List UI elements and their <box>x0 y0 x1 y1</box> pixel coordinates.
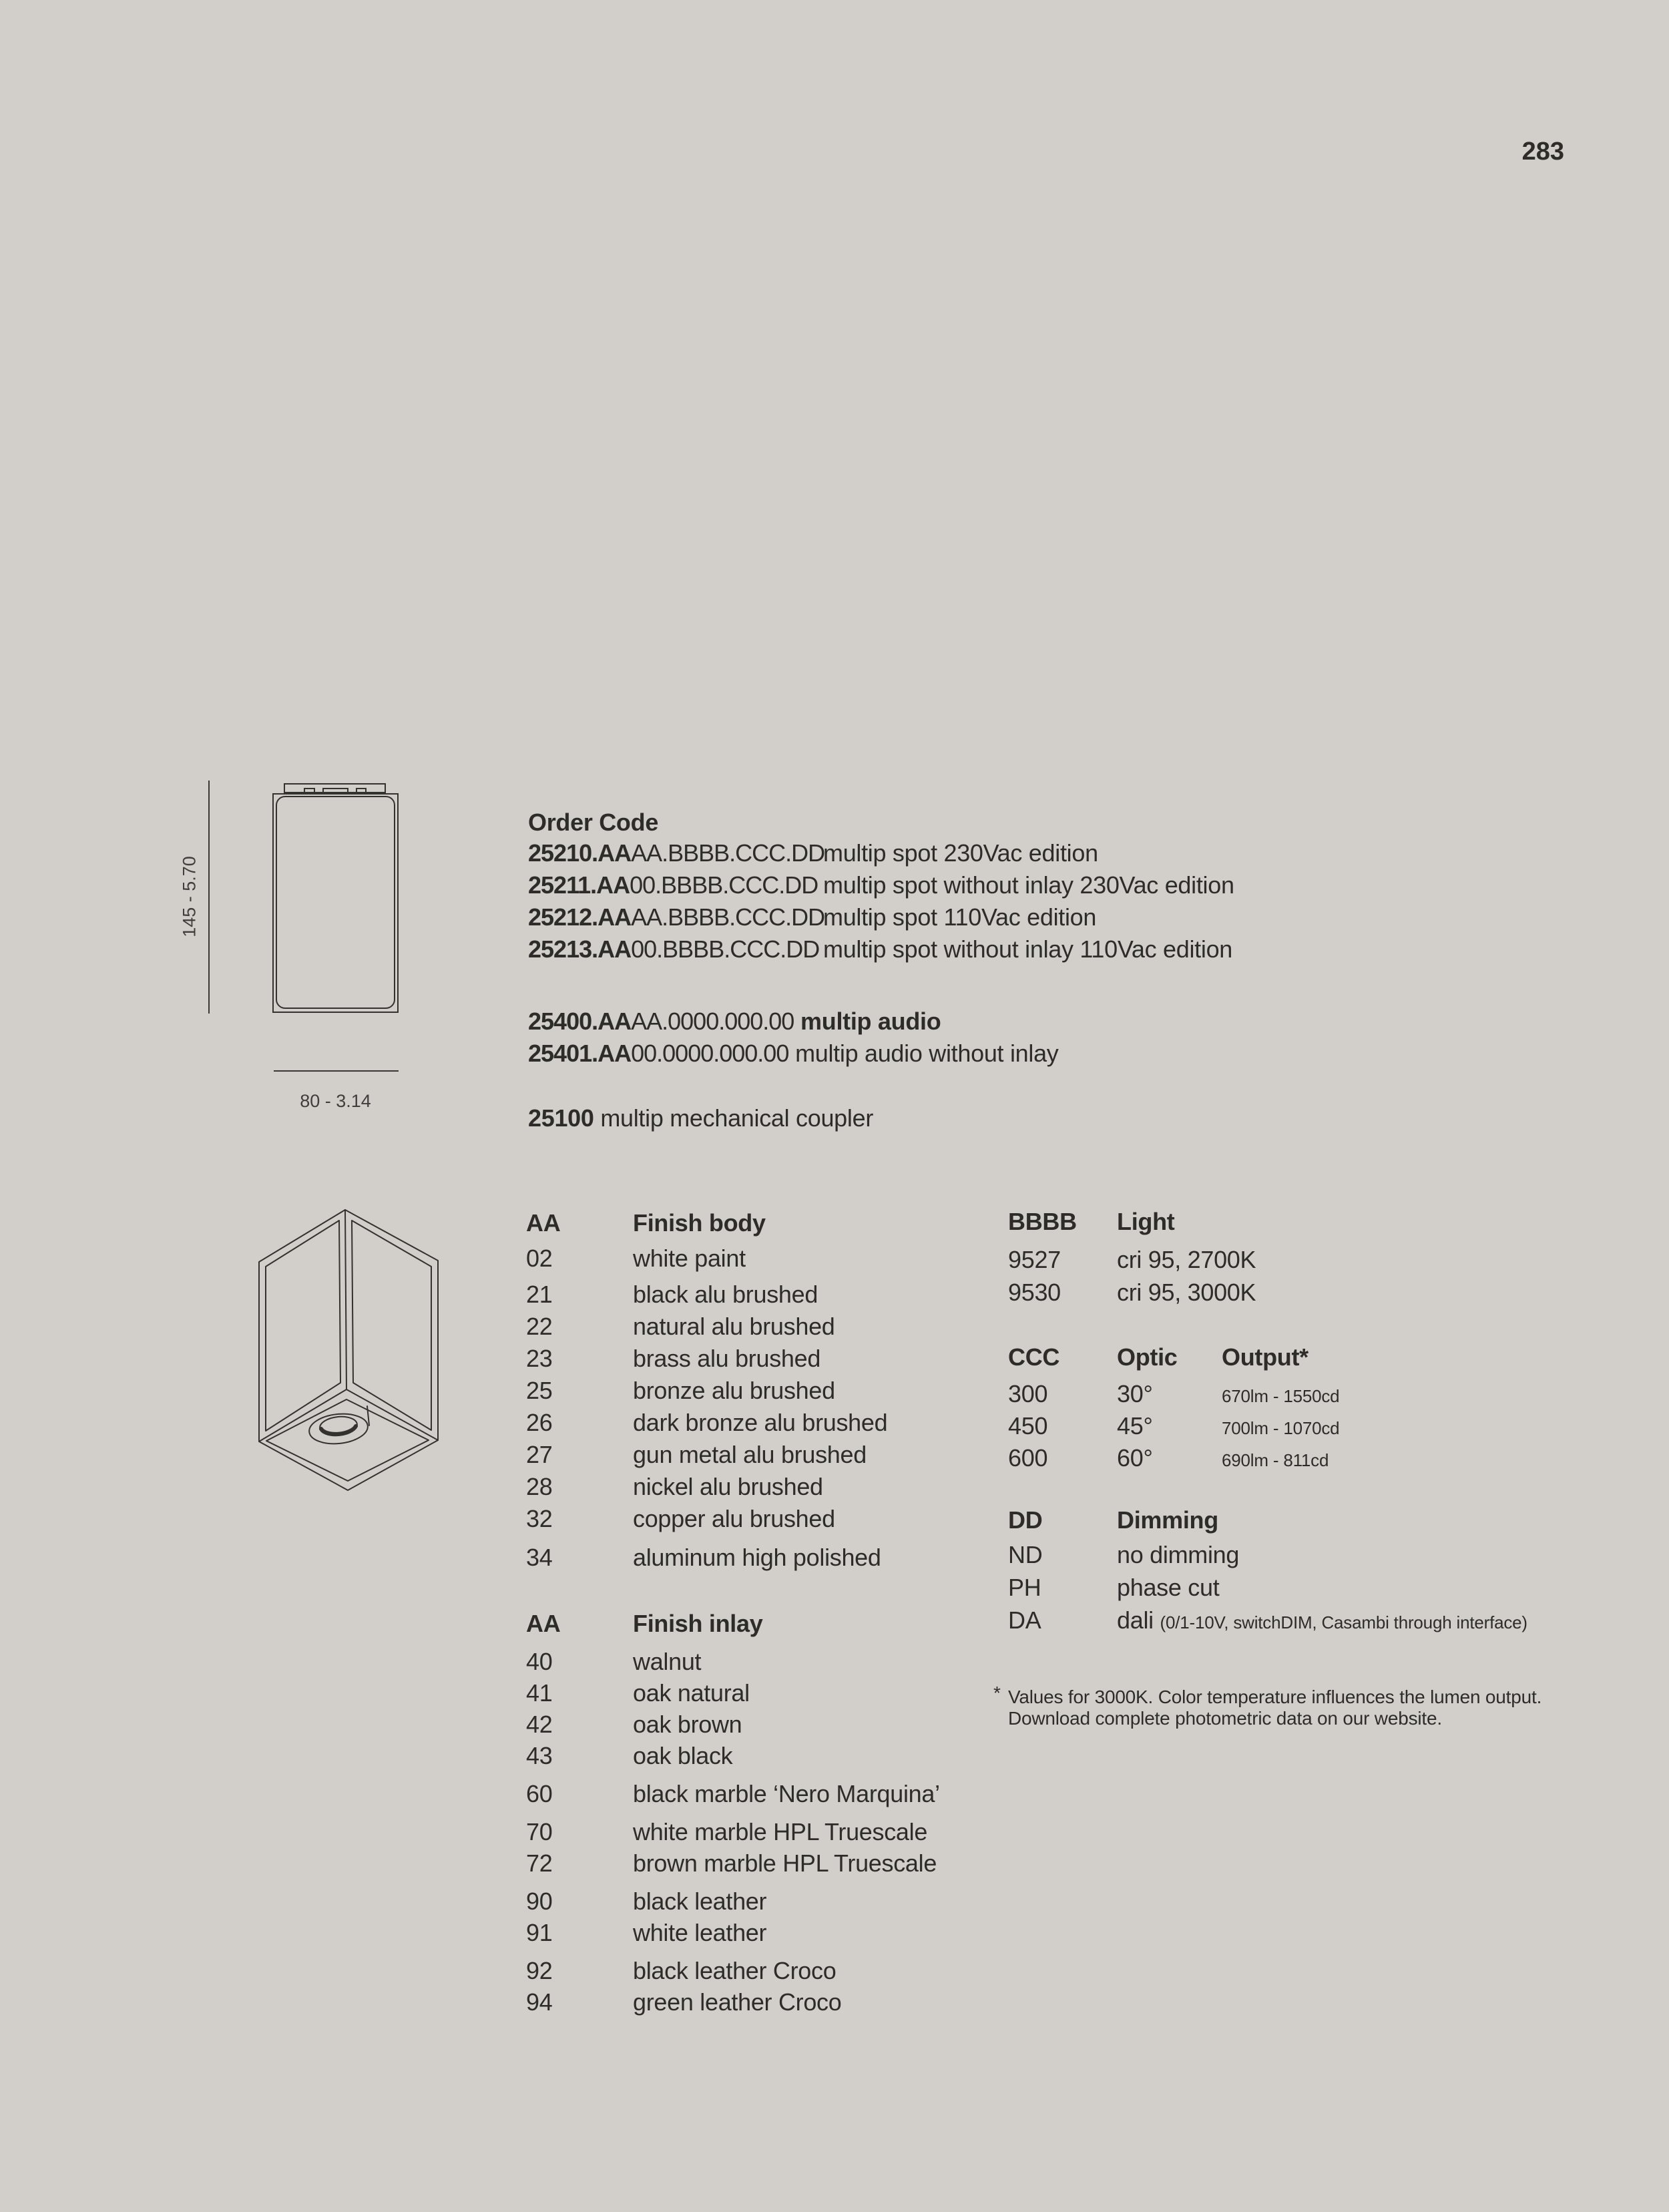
product-description: multip mechanical coupler <box>600 1104 874 1132</box>
optic-table <box>1008 1345 1339 1474</box>
product-code: 25210.AAAA.BBBB.CCC.DD <box>528 839 825 867</box>
product-description: multip spot 110Vac edition <box>823 903 1097 931</box>
mounting-tab-right <box>356 788 367 793</box>
footnote <box>993 1683 1542 1729</box>
order-code-line <box>528 1006 1059 1038</box>
table-row: 41 oak natural <box>526 1679 750 1707</box>
table-header: AA Finish body <box>526 1209 766 1237</box>
height-dimension-label-anchor <box>179 856 271 937</box>
mounting-tab-center <box>322 788 348 793</box>
footnote-line: Download complete photometric data on our website. <box>1008 1708 1442 1729</box>
table-row: 9530 cri 95, 3000K <box>1008 1279 1256 1306</box>
width-dimension-line <box>274 1070 399 1072</box>
table-row: 26 dark bronze alu brushed <box>526 1409 888 1436</box>
table-row: 28 nickel alu brushed <box>526 1473 823 1500</box>
table-row: 90 black leather <box>526 1888 767 1915</box>
order-code-line <box>528 1038 1059 1070</box>
product-code: 25211.AA00.BBBB.CCC.DD <box>528 871 818 899</box>
table-row: 34 aluminum high polished <box>526 1544 881 1571</box>
table-row: 32 copper alu brushed <box>526 1505 835 1532</box>
finish-inlay-table <box>526 1612 940 2018</box>
table-row: 300 30° 670lm - 1550cd <box>1008 1380 1340 1407</box>
table-row: 94 green leather Croco <box>526 1988 842 2016</box>
product-description: multip audio without inlay <box>795 1040 1059 1067</box>
footnote-marker: * <box>993 1683 1001 1703</box>
product-code: 25213.AA00.BBBB.CCC.DD <box>528 935 820 963</box>
dimming-table <box>1008 1508 1527 1636</box>
table-header: DD Dimming <box>1008 1506 1218 1534</box>
product-code: 25400.AAAA.0000.000.00 <box>528 1008 794 1035</box>
order-code-title: Order Code <box>528 809 659 836</box>
table-row: 450 45° 700lm - 1070cd <box>1008 1412 1340 1440</box>
height-dimension-label: 145 - 5.70 <box>179 856 200 937</box>
table-row: 60 black marble ‘Nero Marquina’ <box>526 1780 940 1807</box>
output-value: 670lm - 1550cd <box>1222 1386 1340 1406</box>
output-value: 700lm - 1070cd <box>1222 1418 1340 1438</box>
table-rows <box>1008 1378 1339 1474</box>
order-code-line <box>528 869 1234 901</box>
iso-view-drawing <box>247 1202 447 1499</box>
spot-recess-shadow-arc <box>321 1426 356 1434</box>
dali-note: (0/1-10V, switchDIM, Casambi through interface) <box>1160 1612 1527 1632</box>
mounting-tab-left <box>304 788 315 793</box>
product-code: 25401.AA00.0000.000.00 <box>528 1040 789 1067</box>
order-code-audio-lines <box>528 1006 1059 1070</box>
order-code-line <box>528 901 1234 933</box>
table-row: 72 brown marble HPL Truescale <box>526 1849 937 1877</box>
table-row: 42 oak brown <box>526 1711 742 1738</box>
table-header: CCC Optic Output* <box>1008 1343 1308 1371</box>
table-row: 9527 cri 95, 2700K <box>1008 1246 1256 1273</box>
product-description: multip audio <box>800 1008 941 1035</box>
table-row: 25 bronze alu brushed <box>526 1377 835 1404</box>
order-code-line <box>528 837 1234 869</box>
order-code-coupler-line <box>528 1106 873 1130</box>
table-rows <box>1008 1243 1256 1309</box>
table-row: 21 black alu brushed <box>526 1281 818 1308</box>
table-row: 02 white paint <box>526 1245 746 1272</box>
table-header: BBBB Light <box>1008 1208 1175 1235</box>
order-code-line <box>528 933 1234 965</box>
table-row: 92 black leather Croco <box>526 1957 837 1984</box>
footnote-line: Values for 3000K. Color temperature influences the lumen output. <box>1008 1687 1542 1707</box>
product-code: 25212.AAAA.BBBB.CCC.DD <box>528 903 825 931</box>
width-dimension-label: 80 - 3.14 <box>300 1091 371 1111</box>
table-rows <box>526 1243 887 1574</box>
bottom-face-inset <box>266 1399 429 1481</box>
table-row: 22 natural alu brushed <box>526 1313 835 1340</box>
table-rows <box>1008 1538 1527 1636</box>
light-table <box>1008 1210 1256 1309</box>
table-row: 43 oak black <box>526 1742 733 1769</box>
table-header: AA Finish inlay <box>526 1610 763 1637</box>
table-row: 91 white leather <box>526 1919 767 1946</box>
page-number: 283 <box>1521 138 1564 166</box>
spot-cone-edge <box>367 1406 369 1425</box>
cube-outline <box>259 1210 438 1490</box>
output-value: 690lm - 811cd <box>1222 1450 1329 1470</box>
table-row: 23 brass alu brushed <box>526 1345 821 1372</box>
product-code: 25100 <box>528 1104 594 1132</box>
table-row: 70 white marble HPL Truescale <box>526 1818 928 1845</box>
product-description: multip spot without inlay 230Vac edition <box>823 871 1234 899</box>
table-rows <box>526 1646 940 2018</box>
product-description: multip spot 230Vac edition <box>823 839 1098 867</box>
order-code-spot-lines <box>528 837 1234 965</box>
table-row: 600 60° 690lm - 811cd <box>1008 1444 1329 1472</box>
table-row: DA dali (0/1-10V, switchDIM, Casambi through interface) <box>1008 1606 1527 1634</box>
product-description: multip spot without inlay 110Vac edition <box>823 935 1233 963</box>
table-row: 40 walnut <box>526 1648 702 1675</box>
cube-edges <box>259 1210 438 1442</box>
table-row: PH phase cut <box>1008 1574 1220 1601</box>
finish-body-table <box>526 1211 887 1574</box>
table-row: ND no dimming <box>1008 1541 1240 1568</box>
body-inner-outline <box>276 796 395 1009</box>
table-row: 27 gun metal alu brushed <box>526 1441 867 1468</box>
